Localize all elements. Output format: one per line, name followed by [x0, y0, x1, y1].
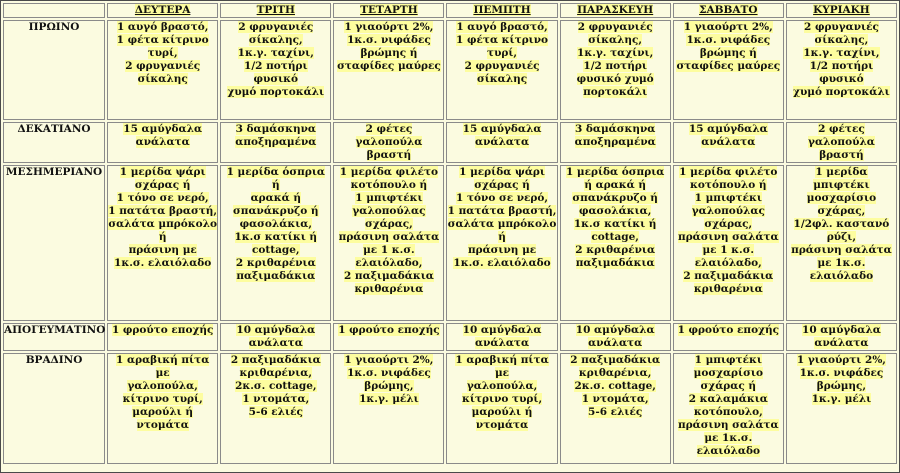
meal-cell-text: 10 αμύγδαλα ανάλατα	[462, 324, 542, 349]
meal-label: ΔΕΚΑΤΙΑΝΟ	[3, 122, 105, 163]
meal-cell-text: 1 φρούτο εποχής	[677, 324, 780, 336]
meal-cell	[107, 323, 218, 351]
meal-cell-text: 1 φρούτο εποχής	[338, 324, 440, 336]
meal-cell	[786, 165, 897, 321]
meal-cell-text: 10 αμύγδαλα ανάλατα	[802, 324, 881, 349]
day-header-sunday	[786, 3, 897, 18]
day-label: ΔΕΥΤΕΡΑ	[134, 4, 191, 16]
meal-cell-text: 1 γιαούρτι 2%, 1κ.σ. νιφάδες βρώμης ή σταφίδες μαύρες	[676, 21, 781, 72]
meal-cell-text: 1 μερίδα ψάρι σχάρας ή 1 τόνο σε νερό, 1 πατάτα βραστή, σαλάτα μπρόκολο ή πράσινη με 1κ.σ. ελαιόλαδο	[447, 166, 557, 269]
day-header-friday	[560, 3, 671, 18]
meal-cell	[220, 165, 331, 321]
meal-cell	[786, 122, 897, 163]
meal-cell	[333, 353, 444, 464]
meal-cell-text: 1 μερίδα ψάρι σχάρας ή 1 τόνο σε νερό, 1 πατάτα βραστή, σαλάτα μπρόκολο ή πράσινη με 1κ.σ. ελαιόλαδο	[108, 166, 218, 269]
meal-cell	[560, 353, 671, 464]
day-header-monday	[107, 3, 218, 18]
meal-cell	[220, 122, 331, 163]
meal-row-mid-morning	[3, 122, 897, 163]
corner-cell	[3, 3, 105, 18]
meal-cell	[107, 353, 218, 464]
meal-cell-text: 1 γιαούρτι 2%, 1κ.σ. νιφάδες βρώμης, 1κ.γ. μέλι	[796, 354, 886, 405]
meal-cell	[560, 323, 671, 351]
meal-cell	[446, 122, 557, 163]
meal-cell	[220, 353, 331, 464]
meal-cell-text: 1 μερίδα όσπρια ή αρακά ή σπανάκρυζο ή φασολάκια, 1κ.σ κατίκι ή cottage, 2 κριθαρένια παξιμαδάκια	[565, 166, 665, 269]
meal-cell	[786, 353, 897, 464]
day-label: ΠΕΜΠΤΗ	[473, 4, 531, 16]
meal-row-afternoon	[3, 323, 897, 351]
meal-cell-text: 1 γιαούρτι 2%, 1κ.σ. νιφάδες βρώμης, 1κ.γ. μέλι	[344, 354, 434, 405]
meal-cell-text: 2 φρυγανιές σίκαλης, 1κ.γ. ταχίνι, 1/2 ποτήρι φυσικό χυμό πορτοκάλι	[793, 21, 890, 98]
meal-cell	[446, 165, 557, 321]
meal-cell-text: 10 αμύγδαλα ανάλατα	[236, 324, 316, 349]
meal-cell-text: 1 μερίδα φιλέτο κοτόπουλο ή 1 μπιφτέκι γαλοπούλας σχάρας, πράσινη σαλάτα με 1 κ.σ. ελαιόλαδο, 2 παξιμαδάκια κριθαρένια	[338, 166, 440, 295]
meal-cell	[220, 20, 331, 120]
meal-cell	[107, 20, 218, 120]
meal-label: ΒΡΑΔΙΝΟ	[3, 353, 105, 464]
meal-cell	[333, 122, 444, 163]
day-label: ΚΥΡΙΑΚΗ	[813, 4, 870, 16]
meal-row-lunch	[3, 165, 897, 321]
meal-cell	[333, 20, 444, 120]
meal-cell-text: 2 φέτες γαλοπούλα βραστή	[808, 123, 875, 161]
meal-cell-text: 3 δαμάσκηνα αποξηραμένα	[574, 123, 656, 148]
meal-cell-text: 1 μερίδα όσπρια ή αρακά ή σπανάκρυζο ή φασολάκια, 1κ.σ κατίκι ή cottage, 2 κριθαρένια παξιμαδάκια	[226, 166, 325, 282]
meal-cell-text: 15 αμύγδαλα ανάλατα	[462, 123, 542, 148]
meal-cell	[673, 165, 784, 321]
meal-cell-text: 2 φρυγανιές σίκαλης, 1κ.γ. ταχίνι, 1/2 ποτήρι φυσικό χυμό πορτοκάλι	[227, 21, 325, 98]
meal-cell-text: 15 αμύγδαλα ανάλατα	[688, 123, 768, 148]
meal-cell-text: 1 μερίδα φιλέτο κοτόπουλο ή 1 μπιφτέκι γαλοπούλας σχάρας, πράσινη σαλάτα με 1 κ.σ. ελαιόλαδο, 2 παξιμαδάκια κριθαρένια	[678, 166, 779, 295]
meal-cell-text: 15 αμύγδαλα ανάλατα	[123, 123, 203, 148]
meal-cell	[107, 122, 218, 163]
meal-cell	[446, 323, 557, 351]
meal-cell-text: 2 παξιμαδάκια κριθαρένια, 2κ.σ. cottage, 1 ντομάτα, 5-6 ελιές	[570, 354, 661, 418]
day-label: ΣΑΒΒΑΤΟ	[699, 4, 758, 16]
meal-cell	[446, 353, 557, 464]
meal-label: ΜΕΣΗΜΕΡΙΑΝΟ	[3, 165, 105, 321]
meal-cell	[333, 165, 444, 321]
meal-cell	[673, 353, 784, 464]
meal-cell	[786, 323, 897, 351]
meal-cell	[673, 323, 784, 351]
meal-cell-text: 10 αμύγδαλα ανάλατα	[575, 324, 655, 349]
meal-cell	[560, 20, 671, 120]
day-label: ΤΡΙΤΗ	[256, 4, 295, 16]
day-header-tuesday	[220, 3, 331, 18]
meal-cell-text: 1 μερίδα μπιφτέκι μοσχαρίσιο σχάρας, 1/2φλ. καστανό ρύζι, πράσινη σαλάτα με 1κ.σ. ελαιόλαδο	[791, 166, 892, 282]
meal-cell-text: 2 φέτες γαλοπούλα βραστή	[355, 123, 423, 161]
meal-cell	[560, 122, 671, 163]
meal-cell	[446, 20, 557, 120]
meal-cell-text: 2 παξιμαδάκια κριθαρένια, 2κ.σ. cottage, 1 ντομάτα, 5-6 ελιές	[230, 354, 321, 418]
meal-cell	[673, 20, 784, 120]
meal-cell-text: 1 αραβική πίτα με γαλοπούλα, κίτρινο τυρί, μαρούλι ή ντομάτα	[455, 354, 549, 431]
day-header-saturday	[673, 3, 784, 18]
day-label: ΠΑΡΑΣΚΕΥΗ	[577, 4, 654, 16]
meal-cell	[220, 323, 331, 351]
meal-row-breakfast	[3, 20, 897, 120]
meal-cell	[333, 323, 444, 351]
meal-cell	[673, 122, 784, 163]
meal-label: ΠΡΩΙΝΟ	[3, 20, 105, 120]
meal-cell-text: 2 φρυγανιές σίκαλης, 1κ.γ. ταχίνι, 1/2 ποτήρι φυσικό χυμό πορτοκάλι	[576, 21, 654, 98]
day-header-wednesday	[333, 3, 444, 18]
meal-cell-text: 1 αραβική πίτα με γαλοπούλα, κίτρινο τυρί, μαρούλι ή ντομάτα	[116, 354, 210, 431]
header-row	[3, 3, 897, 18]
meal-cell-text: 1 μπιφτέκι μοσχαρίσιο σχάρας ή 2 καλαμάκια κοτόπουλο, πράσινη σαλάτα με 1κ.σ. ελαιόλαδο	[678, 354, 779, 457]
meal-cell	[786, 20, 897, 120]
meal-row-dinner	[3, 353, 897, 464]
meal-cell-text: 1 αυγό βραστό, 1 φέτα κίτρινο τυρί, 2 φρυγανιές σίκαλης	[456, 21, 549, 85]
day-label: ΤΕΤΑΡΤΗ	[360, 4, 418, 16]
meal-label: ΑΠΟΓΕΥΜΑΤΙΝΟ	[3, 323, 105, 351]
meal-cell-text: 3 δαμάσκηνα αποξηραμένα	[235, 123, 317, 148]
meal-cell	[560, 165, 671, 321]
meal-cell-text: 1 αυγό βραστό, 1 φέτα κίτρινο τυρί, 2 φρυγανιές σίκαλης	[116, 21, 209, 85]
meal-plan-table	[1, 1, 899, 466]
meal-cell-text: 1 γιαούρτι 2%, 1κ.σ. νιφάδες βρώμης ή σταφίδες μαύρες	[337, 21, 441, 72]
meal-cell-text: 1 φρούτο εποχής	[111, 324, 214, 336]
day-header-thursday	[446, 3, 557, 18]
meal-cell	[107, 165, 218, 321]
